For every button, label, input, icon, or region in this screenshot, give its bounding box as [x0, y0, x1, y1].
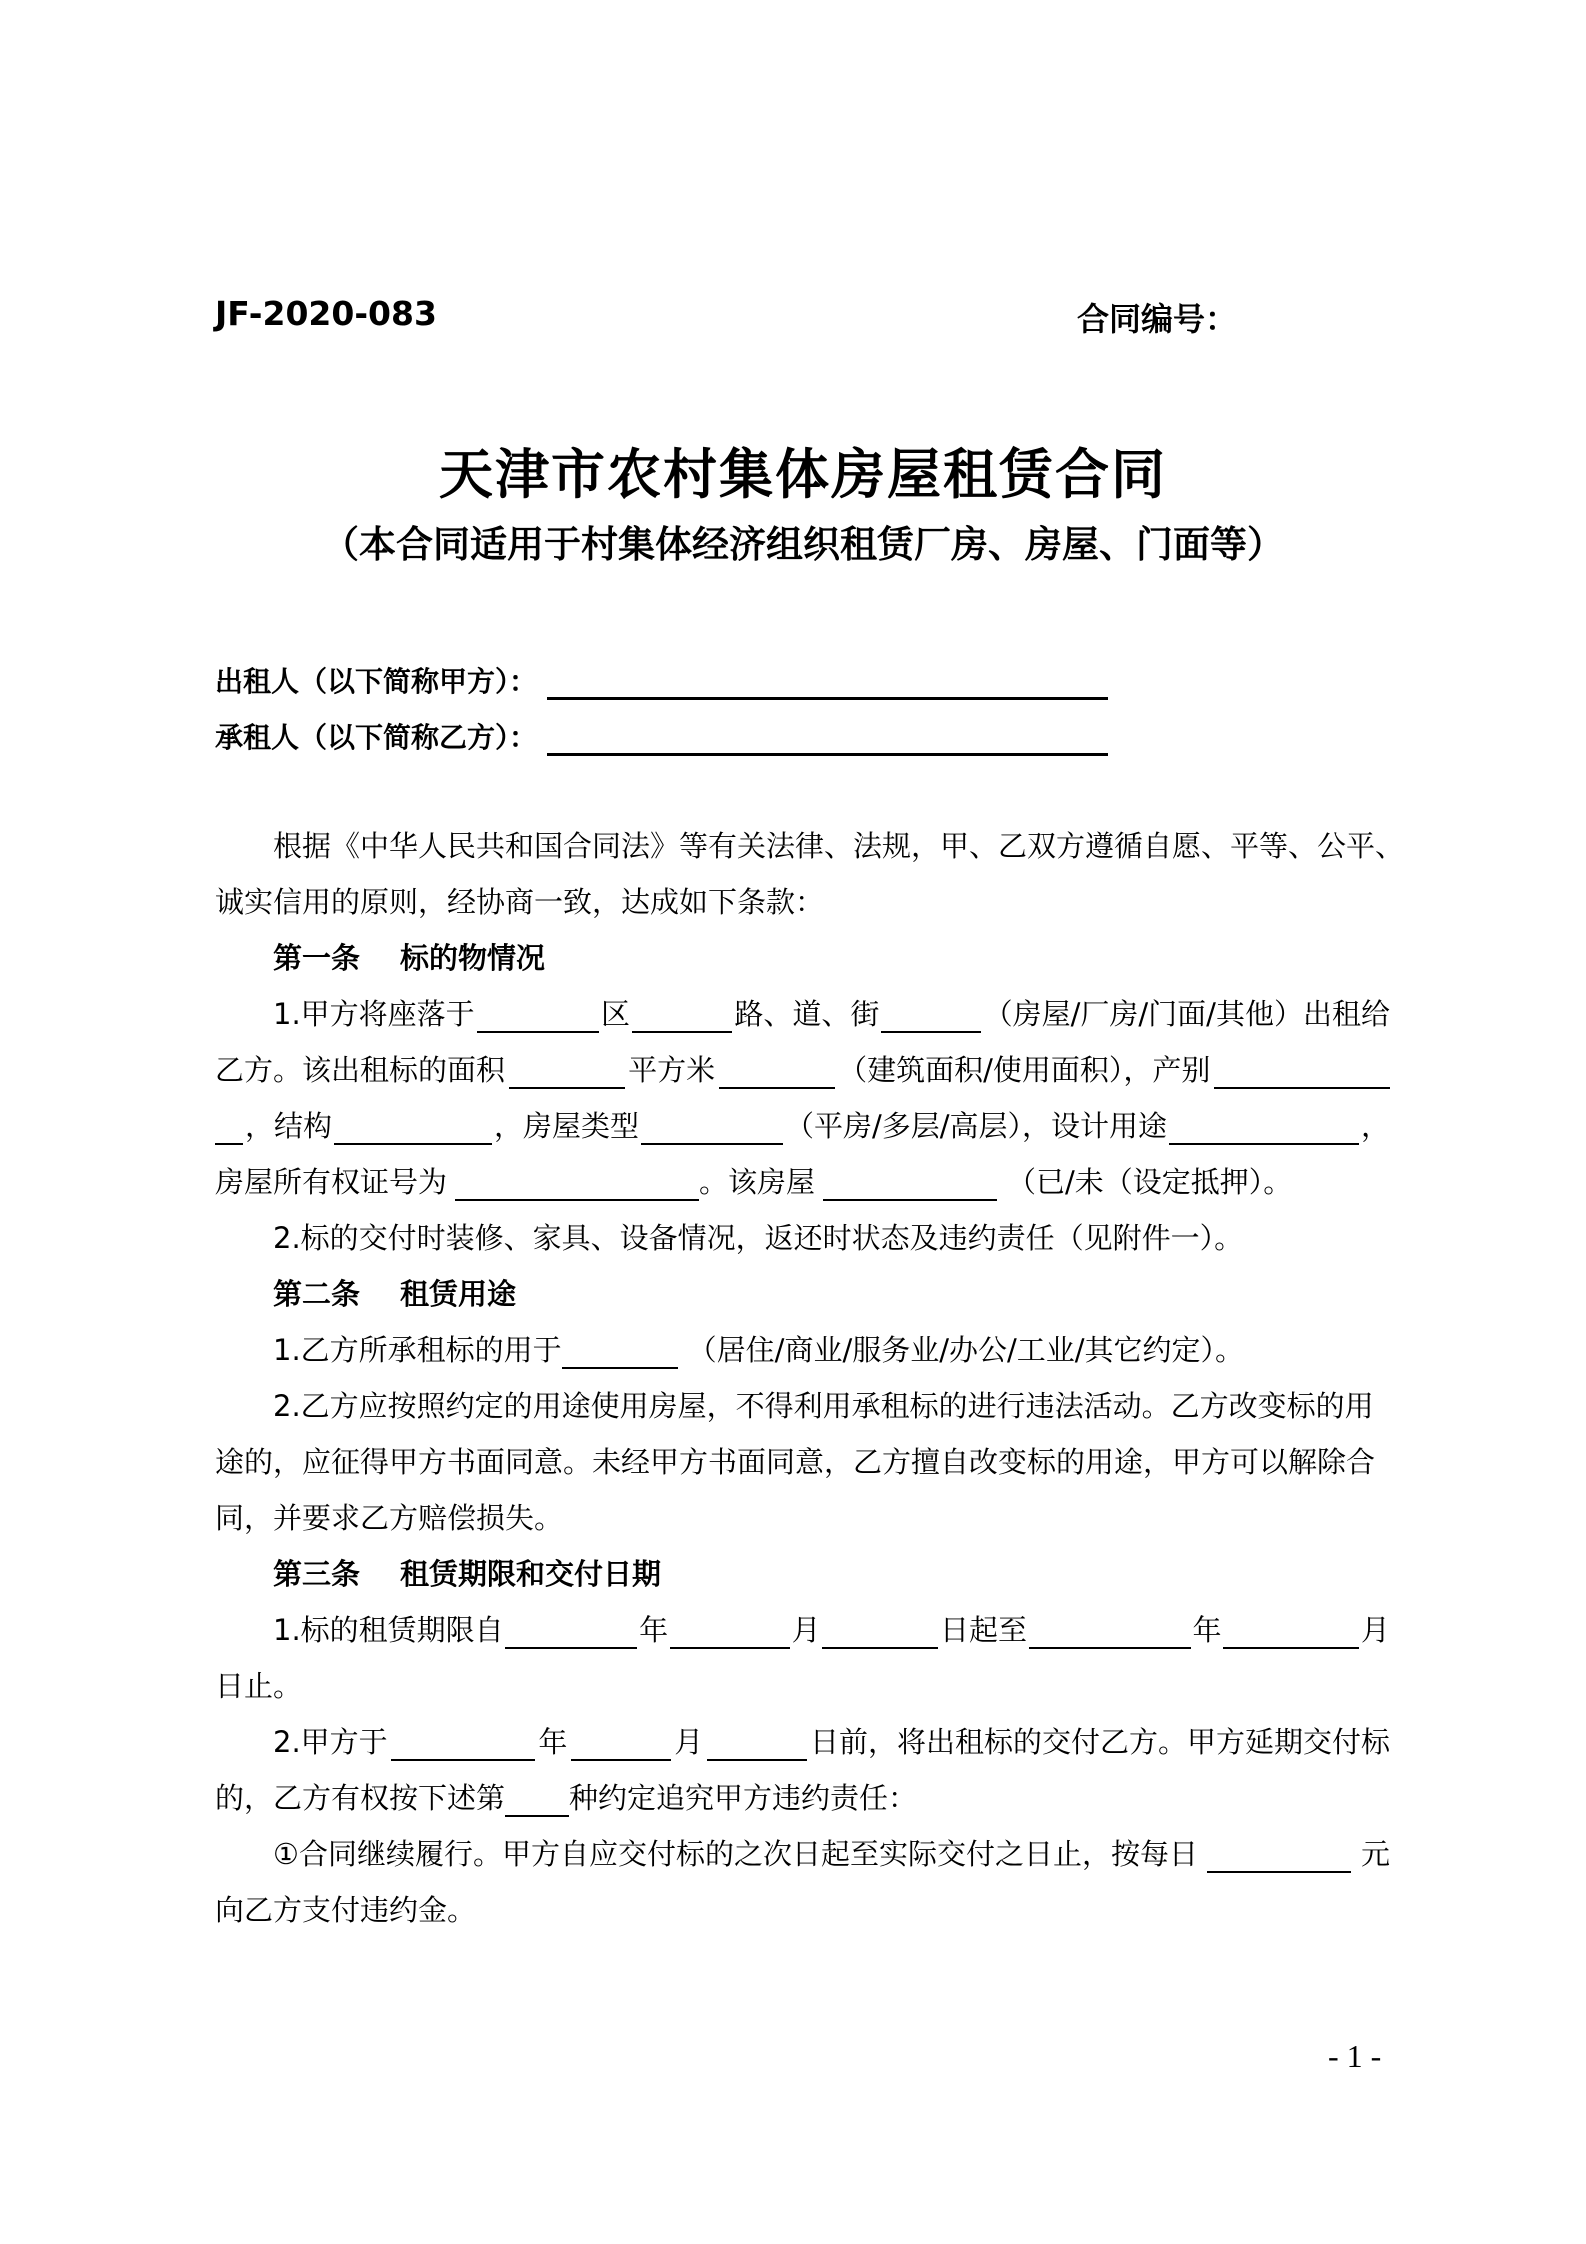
- structure-field[interactable]: [334, 1111, 492, 1145]
- delivery-day-field[interactable]: [707, 1727, 807, 1761]
- lessee-label: 承租人（以下简称乙方）：: [215, 721, 538, 754]
- clause-text: 日止。: [215, 1669, 303, 1703]
- lessor-field[interactable]: [547, 667, 1108, 700]
- clause-text: 月: [674, 1725, 704, 1759]
- clause-text: 平方米: [628, 1053, 716, 1087]
- article-3-option-1-line-1: [273, 1833, 1390, 1873]
- clause-text: 2.乙方应按照约定的用途使用房屋，不得利用承租标的进行违法活动。乙方改变标的用: [273, 1389, 1374, 1423]
- delivery-year-field[interactable]: [391, 1727, 535, 1761]
- property-category-field-cont[interactable]: [215, 1111, 243, 1145]
- clause-text: ，结构: [244, 1109, 332, 1143]
- property-category-field[interactable]: [1214, 1055, 1390, 1089]
- article-number: 第一条: [273, 941, 361, 975]
- article-2-heading: [273, 1273, 1390, 1313]
- preamble-text: 根据《中华人民共和国合同法》等有关法律、法规，甲、乙双方遵循自愿、平等、公平、: [273, 829, 1405, 863]
- clause-text: 的，乙方有权按下述第: [215, 1781, 506, 1815]
- document-code: JF-2020-083: [215, 294, 437, 333]
- daily-penalty-field[interactable]: [1207, 1839, 1351, 1873]
- lessor-row: [215, 660, 1108, 700]
- article-number: 第三条: [273, 1557, 361, 1591]
- article-3-heading: [273, 1553, 1390, 1593]
- clause-text: 年: [538, 1725, 568, 1759]
- road-field[interactable]: [632, 999, 732, 1033]
- ownership-certificate-field[interactable]: [455, 1167, 699, 1201]
- clause-text: （已/未（设定抵押）。: [1007, 1165, 1293, 1199]
- clause-text: ，: [1360, 1109, 1390, 1143]
- article-2-item-1: [273, 1329, 1390, 1369]
- article-1-item-1-line-3: [215, 1105, 1390, 1145]
- clause-text: ①合同继续履行。甲方自应交付标的之次日起至实际交付之日止，按每日: [273, 1837, 1198, 1871]
- article-title: 标的物情况: [400, 941, 546, 975]
- article-2-item-2-line-3: [215, 1497, 1390, 1537]
- clause-text: 1.乙方所承租标的用于: [273, 1333, 562, 1367]
- article-3-option-1-line-2: [215, 1889, 1390, 1929]
- end-year-field[interactable]: [1029, 1615, 1191, 1649]
- article-1-item-1-line-4: [215, 1161, 1390, 1201]
- article-2-item-2-line-2: [215, 1441, 1390, 1481]
- article-1-item-1-line-1: [273, 993, 1390, 1033]
- clause-text: 向乙方支付违约金。: [215, 1893, 477, 1927]
- clause-text: 元: [1360, 1837, 1390, 1871]
- lessee-row: [215, 716, 1108, 756]
- street-field[interactable]: [881, 999, 981, 1033]
- article-title: 租赁用途: [400, 1277, 517, 1311]
- clause-text: 区: [600, 997, 630, 1031]
- clause-text: 2.甲方于: [273, 1725, 388, 1759]
- clause-text: 。该房屋: [699, 1165, 816, 1199]
- remedy-option-field[interactable]: [505, 1783, 569, 1817]
- clause-text: 同，并要求乙方赔偿损失。: [215, 1501, 564, 1535]
- page-subtitle: （本合同适用于村集体经济组织租赁厂房、房屋、门面等）: [322, 523, 1284, 566]
- area-type-field[interactable]: [719, 1055, 835, 1089]
- page-title: 天津市农村集体房屋租赁合同: [439, 443, 1167, 506]
- article-title: 租赁期限和交付日期: [400, 1557, 662, 1591]
- house-type-field[interactable]: [641, 1111, 783, 1145]
- delivery-month-field[interactable]: [571, 1727, 671, 1761]
- article-1-heading: [273, 937, 1390, 977]
- mortgage-status-field[interactable]: [823, 1167, 997, 1201]
- clause-text: 年: [1192, 1613, 1222, 1647]
- clause-text: ，房屋类型: [493, 1109, 639, 1143]
- preamble-text: 诚实信用的原则，经协商一致，达成如下条款：: [215, 885, 825, 919]
- preamble-line-2: [215, 881, 1390, 921]
- clause-text: （居住/商业/服务业/办公/工业/其它约定）。: [687, 1333, 1245, 1367]
- start-day-field[interactable]: [822, 1615, 938, 1649]
- clause-text: 种约定追究甲方违约责任：: [569, 1781, 918, 1815]
- article-3-item-1-line-2: [215, 1665, 1390, 1705]
- page-number: - 1 -: [1328, 2038, 1382, 2074]
- clause-text: 日起至: [940, 1613, 1028, 1647]
- contract-number-label: 合同编号：: [1077, 300, 1238, 338]
- district-field[interactable]: [477, 999, 599, 1033]
- design-use-field[interactable]: [1169, 1111, 1359, 1145]
- clause-text: 路、道、街: [734, 997, 880, 1031]
- start-month-field[interactable]: [670, 1615, 790, 1649]
- clause-text: 途的，应征得甲方书面同意。未经甲方书面同意，乙方擅自改变标的用途，甲方可以解除合: [215, 1445, 1376, 1479]
- clause-text: 日前，将出租标的交付乙方。甲方延期交付标: [809, 1725, 1390, 1759]
- clause-text: 2.标的交付时装修、家具、设备情况，返还时状态及违约责任（见附件一）。: [273, 1221, 1244, 1255]
- article-2-item-2-line-1: [273, 1385, 1390, 1425]
- clause-text: 房屋所有权证号为: [215, 1165, 448, 1199]
- clause-text: 1.甲方将座落于: [273, 997, 475, 1031]
- clause-text: 1.标的租赁期限自: [273, 1613, 504, 1647]
- clause-text: 月: [791, 1613, 821, 1647]
- article-3-item-1-line-1: [273, 1609, 1390, 1649]
- article-1-item-2: [273, 1217, 1390, 1257]
- end-month-field[interactable]: [1223, 1615, 1359, 1649]
- lessor-label: 出租人（以下简称甲方）：: [215, 665, 538, 698]
- clause-text: （房屋/厂房/门面/其他）出租给: [983, 997, 1390, 1031]
- clause-text: 年: [639, 1613, 669, 1647]
- area-field[interactable]: [509, 1055, 625, 1089]
- start-year-field[interactable]: [505, 1615, 637, 1649]
- clause-text: 乙方。该出租标的面积: [215, 1053, 506, 1087]
- clause-text: （平房/多层/高层），设计用途: [784, 1109, 1167, 1143]
- use-field[interactable]: [562, 1335, 678, 1369]
- article-number: 第二条: [273, 1277, 361, 1311]
- article-3-item-2-line-1: [273, 1721, 1390, 1761]
- article-1-item-1-line-2: [215, 1049, 1390, 1089]
- preamble-line-1: [273, 825, 1405, 865]
- clause-text: （建筑面积/使用面积），产别: [838, 1053, 1211, 1087]
- lessee-field[interactable]: [547, 723, 1108, 756]
- clause-text: 月: [1360, 1613, 1390, 1647]
- article-3-item-2-line-2: [215, 1777, 1390, 1817]
